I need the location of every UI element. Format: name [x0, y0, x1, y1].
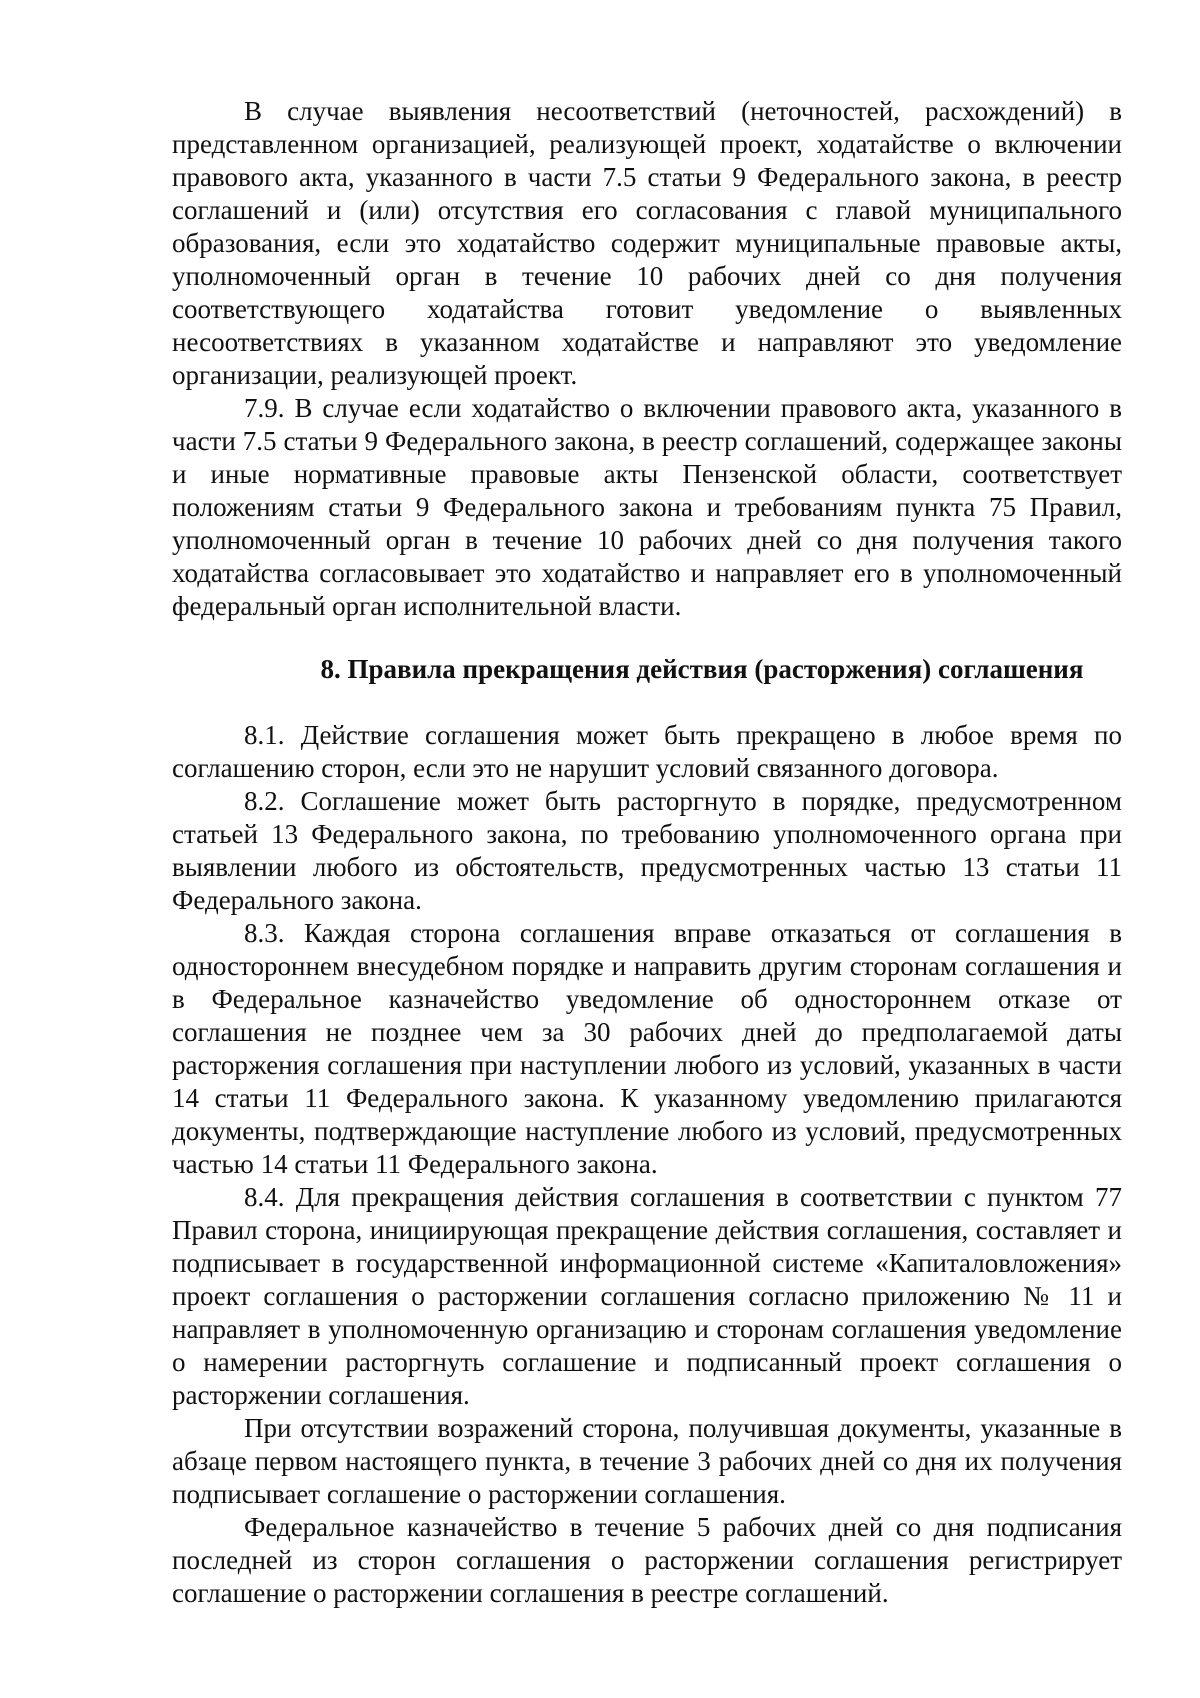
paragraph-treasury-registration: Федеральное казначейство в течение 5 рабочих дней со дня подписания последней из сторон соглашения о расторжении соглашения регистрирует соглашение о расторжении соглашения в реестре соглашений. [172, 1512, 1122, 1608]
document-page [172, 95, 1122, 1610]
paragraph-8-2: 8.2. Соглашение может быть расторгнуто в порядке, предусмотренном статьей 13 Федерального закона, по требованию уполномоченного органа при выявлении любого из обстоятельств, предусмотренных частью 13 статьи 11 Федерального закона. [172, 786, 1122, 915]
paragraph-8-1: 8.1. Действие соглашения может быть прекращено в любое время по соглашению сторон, если это не нарушит условий связанного договора. [172, 720, 1122, 783]
paragraph-no-objections: При отсутствии возражений сторона, получившая документы, указанные в абзаце первом настоящего пункта, в течение 3 рабочих дней со дня их получения подписывает соглашение о расторжении соглашения. [172, 1413, 1122, 1509]
paragraph-8-3: 8.3. Каждая сторона соглашения вправе отказаться от соглашения в одностороннем внесудебном порядке и направить другим сторонам соглашения и в Федеральное казначейство уведомление об одностороннем отказе от соглашения не позднее чем за 30 рабочих дней до предполагаемой даты расторжения соглашения при наступлении любого из условий, указанных в части 14 статьи 11 Федерального закона. К указанному уведомлению прилагаются документы, подтверждающие наступление любого из условий, предусмотренных частью 14 статьи 11 Федерального закона. [172, 918, 1122, 1179]
paragraph-7-9: 7.9. В случае если ходатайство о включении правового акта, указанного в части 7.5 статьи 9 Федерального закона, в реестр соглашений, содержащее законы и иные нормативные правовые акты Пензенской области, соответствует положениям статьи 9 Федерального закона и требованиям пункта 75 Правил, уполномоченный орган в течение 10 рабочих дней со дня получения такого ходатайства согласовывает это ходатайство и направляет его в уполномоченный федеральный орган исполнительной власти. [172, 393, 1122, 621]
paragraph-8-4: 8.4. Для прекращения действия соглашения в соответствии с пунктом 77 Правил сторона, инициирующая прекращение действия соглашения, составляет и подписывает в государственной информационной системе «Капиталовложения» проект соглашения о расторжении соглашения согласно приложению № 11 и направляет в уполномоченную организацию и сторонам соглашения уведомление о намерении расторгнуть соглашение и подписанный проект соглашения о расторжении соглашения. [172, 1182, 1122, 1410]
section-heading: 8. Правила прекращения действия (расторжения) соглашения [320, 654, 1084, 684]
paragraph-discrepancies: В случае выявления несоответствий (неточностей, расхождений) в представленном организацией, реализующей проект, ходатайстве о включении правового акта, указанного в части 7.5 статьи 9 Федерального закона, в реестр соглашений и (или) отсутствия его согласования с главой муниципального образования, если это ходатайство содержит муниципальные правовые акты, уполномоченный орган в течение 10 рабочих дней со дня получения соответствующего ходатайства готовит уведомление о выявленных несоответствиях в указанном ходатайстве и направляют это уведомление организации, реализующей проект. [172, 96, 1122, 390]
